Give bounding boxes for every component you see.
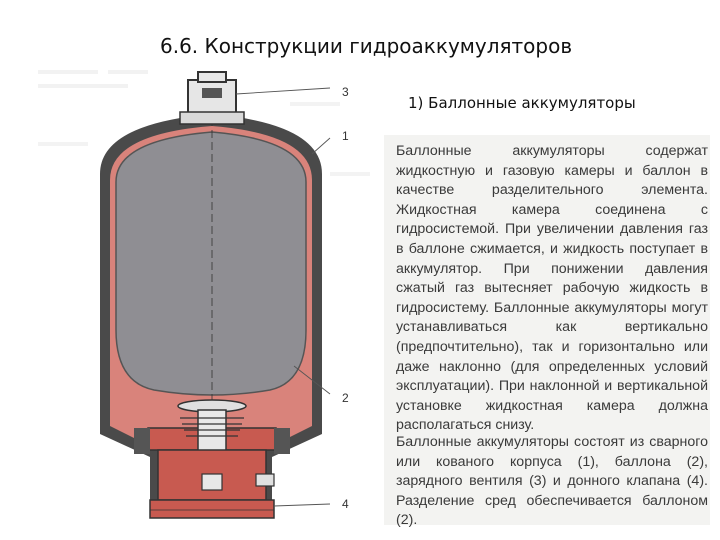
description-paragraph-1: Баллонные аккумуляторы содержат жидкостную и газовую камеры и баллон в качестве разделительного элемента. Жидкостная камера соединена с гидросистемой. При увеличении давления газ в баллоне сжимается, и жидкость поступает в аккумулятор. При понижении давления сжатый газ вытесняет рабочую жидкость в гидросистему. Баллонные аккумуляторы могут устанавливаться как вертикально (предпочтительно), так и горизонтально или даже наклонно (для определенных условий эксплуатации). При наклонной и вертикальной установке жидкостная камера должна располагаться снизу. <box>396 143 708 434</box>
callout-3: 3 <box>342 85 349 99</box>
callout-1: 1 <box>342 129 349 143</box>
gas-bladder <box>116 132 306 395</box>
accumulator-diagram <box>30 62 390 532</box>
description-paragraph-2: Баллонные аккумуляторы состоят из сварного или кованого корпуса (1), баллона (2), зарядного вентиля (3) и донного клапана (4). Разделение сред обеспечивается баллоном (2). <box>396 434 708 529</box>
charging-valve-icon <box>180 72 244 124</box>
slide-title: 6.6. Конструкции гидроаккумуляторов <box>160 34 573 58</box>
callout-2: 2 <box>342 391 349 405</box>
callout-4: 4 <box>342 497 349 511</box>
slide-subtitle: 1) Баллонные аккумуляторы <box>408 94 636 112</box>
